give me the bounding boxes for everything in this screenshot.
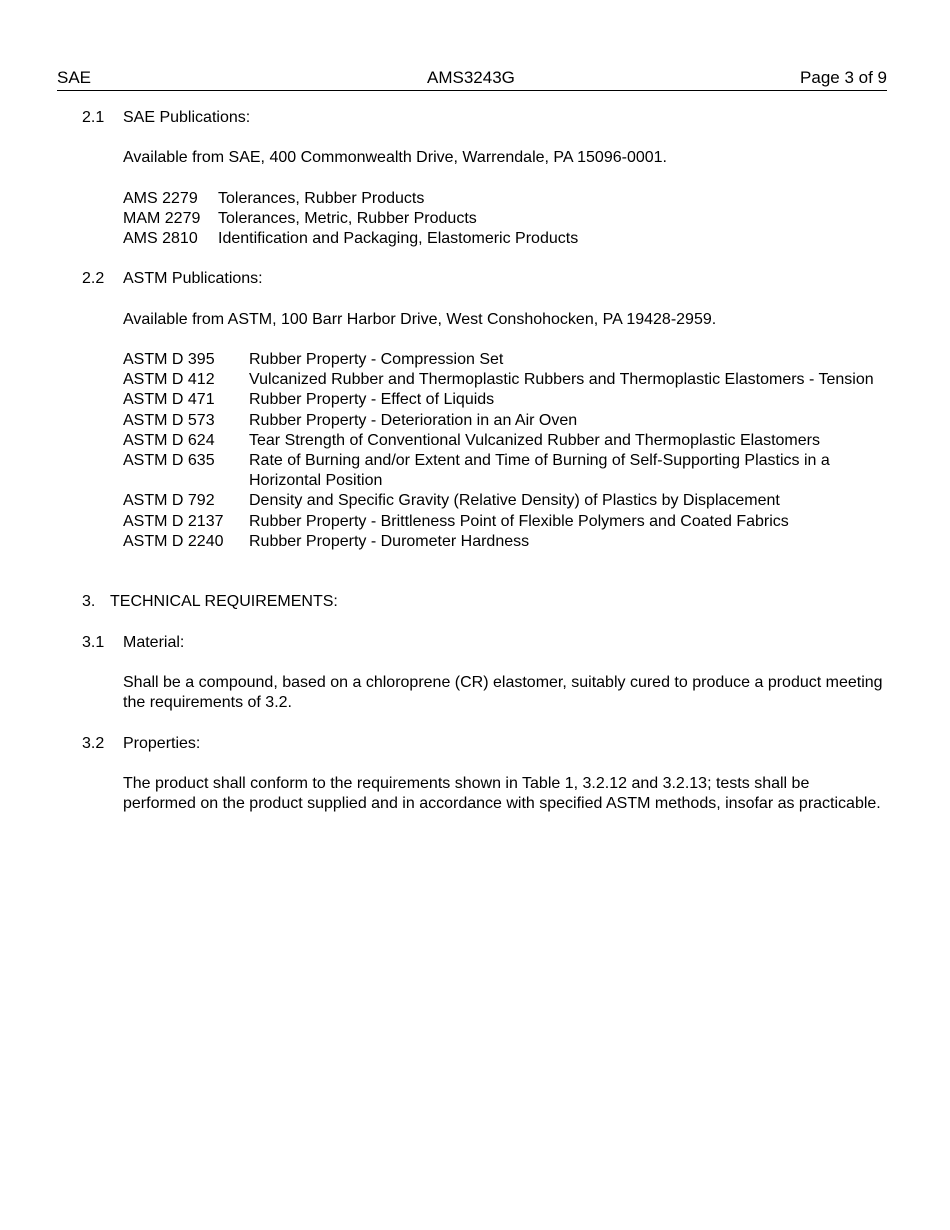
section-number: 3.2 [82,735,105,752]
reference-code: ASTM D 412 [123,371,215,389]
reference-title: Rate of Burning and/or Extent and Time of Burning of Self-Supporting Plastics in a Horizontal Position [249,452,830,490]
reference-item [123,390,883,410]
section-title: ASTM Publications: [123,270,263,287]
reference-item [123,229,883,249]
reference-item [123,532,883,552]
section-title: TECHNICAL REQUIREMENTS: [110,593,338,610]
header-org: SAE [57,68,92,87]
reference-item [123,370,883,390]
section-title: Material: [123,634,185,651]
reference-title: Identification and Packaging, Elastomeric Products [218,230,579,248]
reference-title: Rubber Property - Effect of Liquids [249,391,495,409]
reference-title: Vulcanized Rubber and Thermoplastic Rubbers and Thermoplastic Elastomers - Tension [249,371,874,389]
reference-code: ASTM D 573 [123,411,215,429]
material-text: Shall be a compound, based on a chloroprene (CR) elastomer, suitably cured to produce a product meeting the requirements of 3.2. [123,674,883,712]
reference-item [123,350,883,370]
page-header [57,68,887,91]
sae-availability-text: Available from SAE, 400 Commonwealth Drive, Warrendale, PA 15096-0001. [123,149,667,166]
section-number: 3.1 [82,634,105,651]
reference-title: Rubber Property - Compression Set [249,351,504,368]
properties-text: The product shall conform to the requirements shown in Table 1, 3.2.12 and 3.2.13; tests shall be performed on the product supplied and in accordance with specified ASTM methods, insofar as practicable. [123,775,881,813]
reference-item [123,512,883,532]
reference-title: Tolerances, Rubber Products [218,190,425,207]
section-3-heading [82,592,338,612]
reference-title: Rubber Property - Durometer Hardness [249,532,530,550]
sae-reference-list [123,189,883,250]
reference-item [123,189,883,209]
reference-title: Density and Specific Gravity (Relative Density) of Plastics by Displacement [249,492,780,510]
reference-item [123,451,883,491]
reference-item [123,209,883,229]
section-3-1-heading [82,633,184,653]
reference-title: Tear Strength of Conventional Vulcanized Rubber and Thermoplastic Elastomers [249,431,820,449]
section-2-2-heading [82,269,263,289]
header-doc-id: AMS3243G [427,68,515,87]
section-number: 2.1 [82,109,105,126]
section-2-1-heading [82,108,250,128]
reference-code: ASTM D 2240 [123,532,224,550]
reference-title: Tolerances, Metric, Rubber Products [218,210,477,228]
section-number: 2.2 [82,270,105,287]
section-title: Properties: [123,735,201,752]
section-3-2-heading [82,734,200,754]
astm-reference-list [123,350,883,552]
reference-code: ASTM D 395 [123,351,215,368]
reference-code: ASTM D 624 [123,431,215,449]
reference-item [123,491,883,511]
section-number: 3. [82,593,96,610]
reference-item [123,411,883,431]
reference-code: AMS 2279 [123,190,198,207]
reference-item [123,431,883,451]
section-title: SAE Publications: [123,109,251,126]
reference-title: Rubber Property - Deterioration in an Air Oven [249,411,578,429]
astm-availability-text: Available from ASTM, 100 Barr Harbor Drive, West Conshohocken, PA 19428-2959. [123,311,717,328]
header-page-number: Page 3 of 9 [800,68,887,87]
reference-code: AMS 2810 [123,230,198,248]
reference-code: MAM 2279 [123,210,201,228]
reference-code: ASTM D 792 [123,492,215,510]
reference-code: ASTM D 635 [123,452,215,470]
reference-code: ASTM D 2137 [123,512,224,530]
reference-code: ASTM D 471 [123,391,215,409]
reference-title: Rubber Property - Brittleness Point of Flexible Polymers and Coated Fabrics [249,512,789,530]
